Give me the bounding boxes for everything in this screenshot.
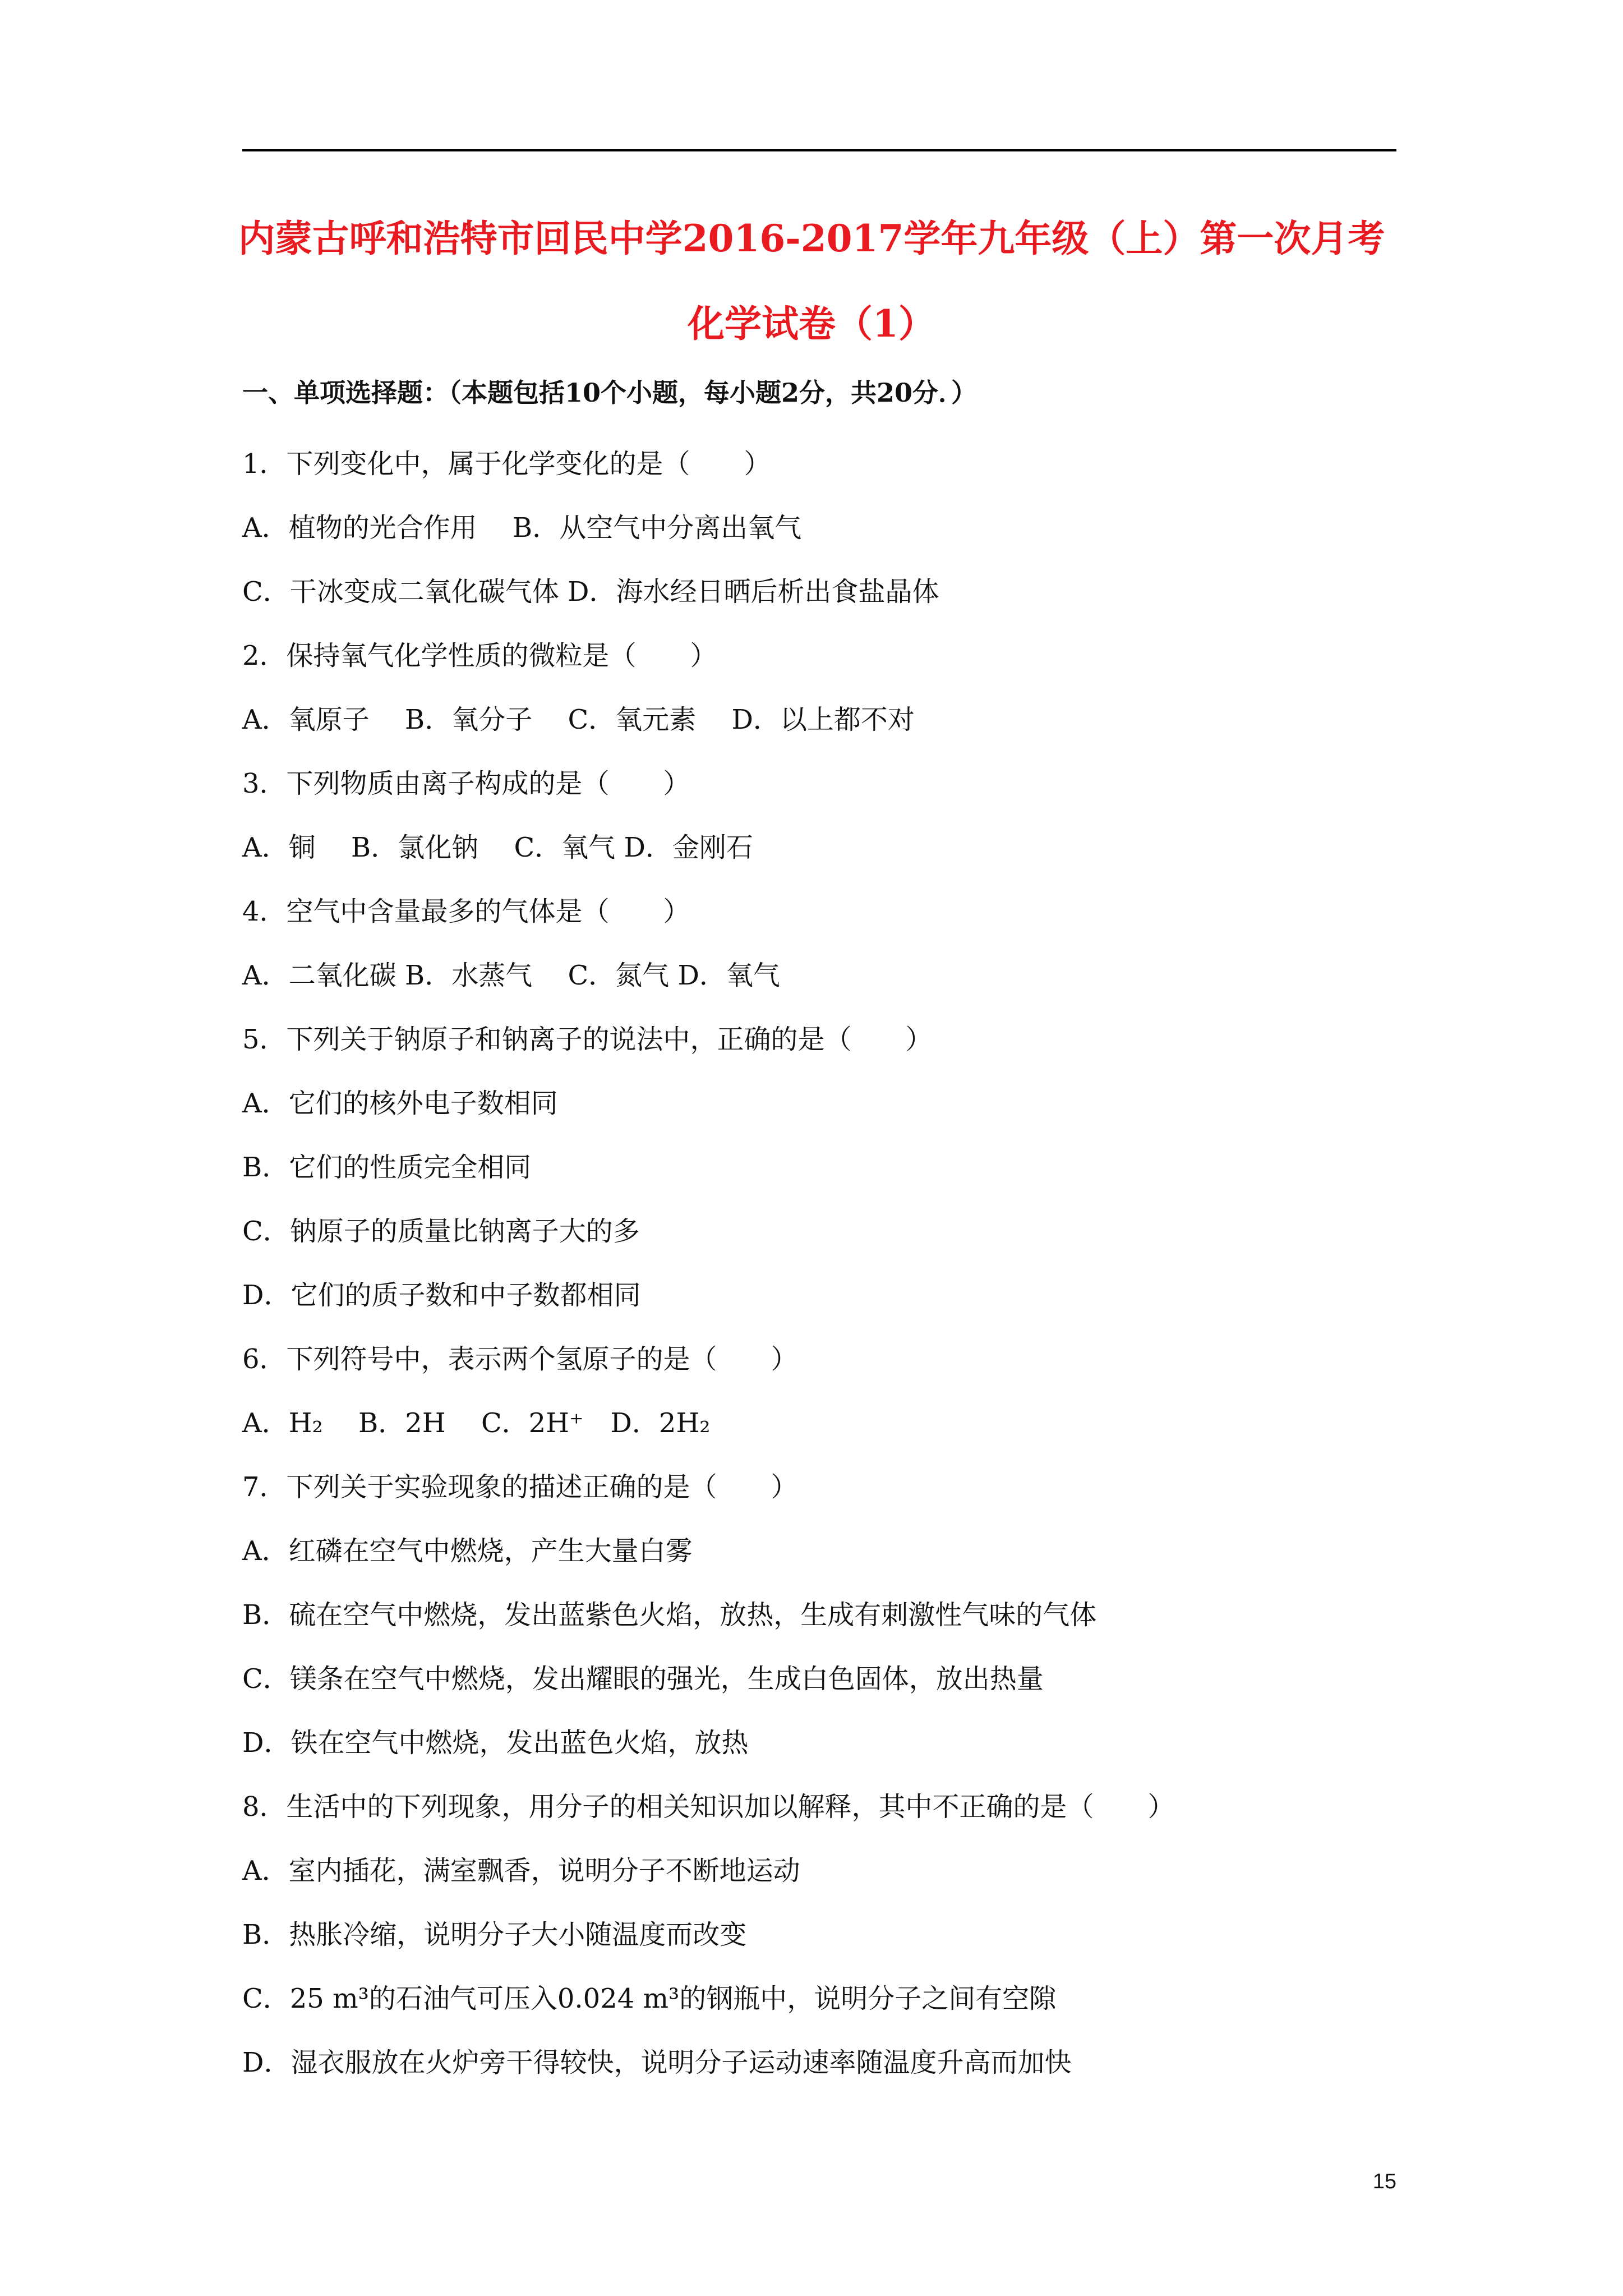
question-7-option-b: B．硫在空气中燃烧，发出蓝紫色火焰，放热，生成有刺激性气味的气体 — [242, 1599, 1097, 1631]
header-rule — [242, 149, 1396, 151]
question-8-option-c: C．25 m³的石油气可压入0.024 m³的钢瓶中，说明分子之间有空隙 — [242, 1983, 1057, 2014]
question-5-option-d: D．它们的质子数和中子数都相同 — [242, 1280, 641, 1311]
question-7-option-d: D．铁在空气中燃烧，发出蓝色火焰，放热 — [242, 1727, 749, 1759]
question-stem-8: 8．生活中的下列现象，用分子的相关知识加以解释，其中不正确的是（ ） — [242, 1791, 1175, 1823]
question-stem-6: 6．下列符号中，表示两个氢原子的是（ ） — [242, 1343, 798, 1375]
question-4-options: A．二氧化碳 B．水蒸气 C．氮气 D．氧气 — [242, 960, 780, 991]
question-stem-2: 2．保持氧气化学性质的微粒是（ ） — [242, 640, 717, 671]
question-1-options-row-2: C．干冰变成二氧化碳气体 D．海水经日晒后析出食盐晶体 — [242, 576, 939, 608]
section-heading: 一、单项选择题：（本题包括10个小题，每小题2分，共20分．） — [242, 378, 978, 408]
question-7-option-a: A．红磷在空气中燃烧，产生大量白雾 — [242, 1535, 693, 1567]
question-8-option-a: A．室内插花，满室飘香，说明分子不断地运动 — [242, 1855, 800, 1887]
question-1-options-row-1: A．植物的光合作用 B．从空气中分离出氧气 — [242, 512, 802, 544]
question-5-option-b: B．它们的性质完全相同 — [242, 1152, 532, 1183]
exam-title-line1: 内蒙古呼和浩特市回民中学2016-2017学年九年级（上）第一次月考 — [238, 217, 1385, 260]
question-2-options: A．氧原子 B．氧分子 C．氧元素 D．以上都不对 — [242, 704, 915, 735]
question-3-options: A．铜 B．氯化钠 C．氧气 D．金刚石 — [242, 832, 753, 863]
exam-title-line2: 化学试卷（1） — [688, 302, 935, 346]
question-7-option-c: C．镁条在空气中燃烧，发出耀眼的强光，生成白色固体，放出热量 — [242, 1663, 1044, 1695]
question-stem-1: 1．下列变化中，属于化学变化的是（ ） — [242, 448, 771, 480]
question-6-options: A．H₂ B．2H C．2H⁺ D．2H₂ — [242, 1407, 711, 1439]
question-stem-5: 5．下列关于钠原子和钠离子的说法中，正确的是（ ） — [242, 1024, 933, 1055]
question-stem-4: 4．空气中含量最多的气体是（ ） — [242, 896, 690, 927]
question-8-option-b: B．热胀冷缩，说明分子大小随温度而改变 — [242, 1919, 747, 1950]
question-8-option-d: D．湿衣服放在火炉旁干得较快，说明分子运动速率随温度升高而加快 — [242, 2047, 1072, 2078]
page-number: 15 — [1372, 2170, 1396, 2193]
question-5-option-a: A．它们的核外电子数相同 — [242, 1088, 558, 1119]
question-5-option-c: C．钠原子的质量比钠离子大的多 — [242, 1216, 640, 1247]
question-stem-3: 3．下列物质由离子构成的是（ ） — [242, 768, 690, 799]
question-stem-7: 7．下列关于实验现象的描述正确的是（ ） — [242, 1471, 798, 1503]
